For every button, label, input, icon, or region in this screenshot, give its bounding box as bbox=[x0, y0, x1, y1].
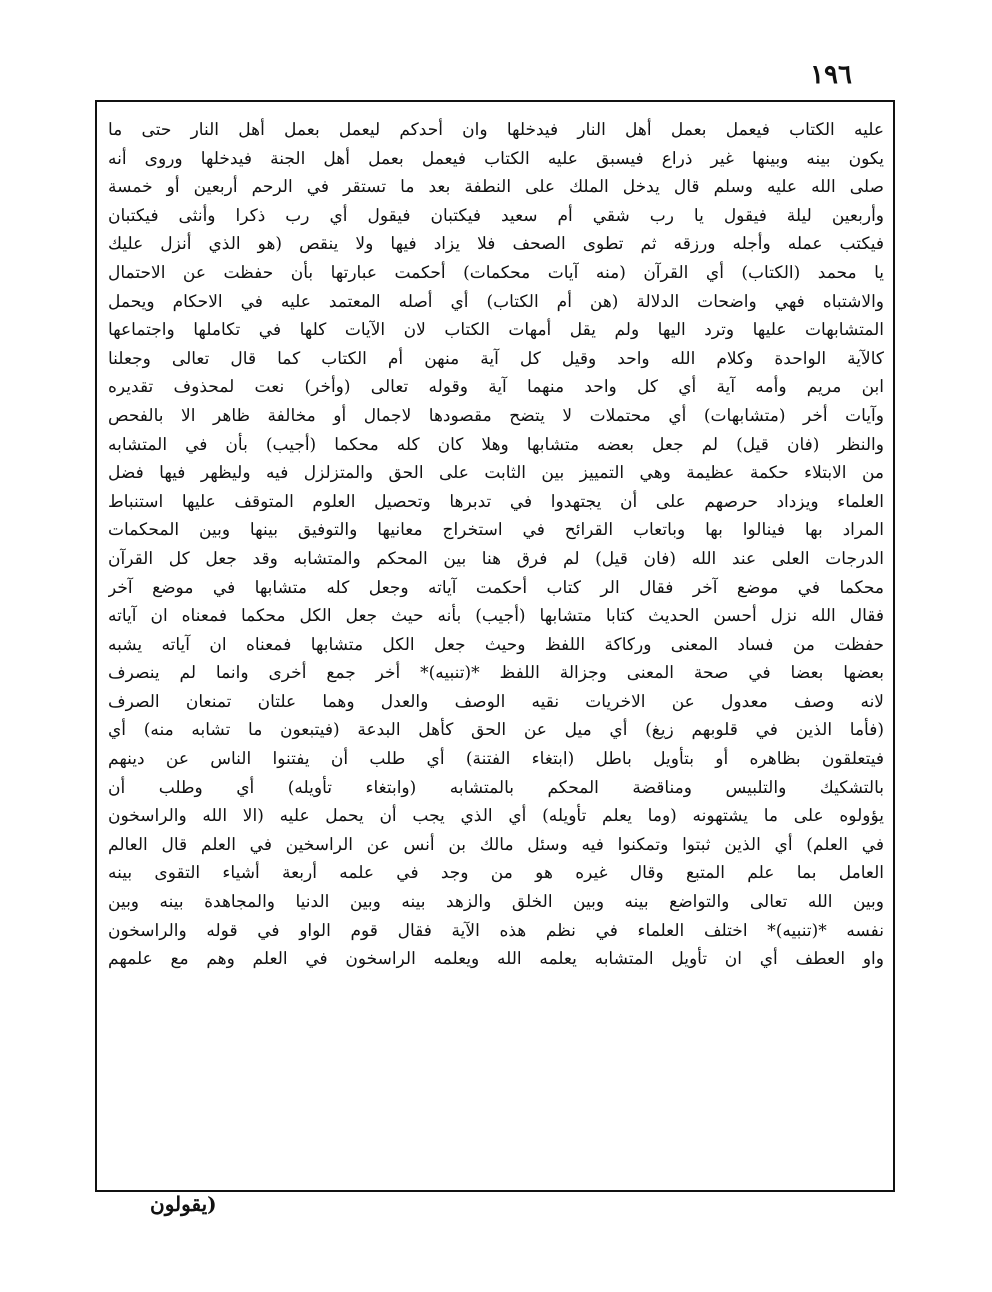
page-text bbox=[108, 116, 884, 974]
text-line: المتشابهات عليها وترد اليها ولم يقل أمهات الكتاب لان الآيات كلها في تكاملها واجتماعها bbox=[108, 320, 884, 341]
text-line: وآيات أخر (متشابهات) أي محتملات لا يتضح مقصودها لاجمال أو مخالفة ظاهر الا بالفحص bbox=[108, 405, 884, 426]
text-line: بالتشكيك والتلبيس ومناقضة المحكم بالمتشابه (وابتغاء تأويله) أي وطلب أن bbox=[108, 777, 884, 798]
text-line: وبين الله تعالى والتواضع بينه وبين الخلق والزهد بينه وبين الدنيا والمجاهدة بينه وبين bbox=[108, 892, 884, 913]
text-line: فيتعلقون بظاهره أو بتأويل باطل (ابتغاء الفتنة) أي طلب أن يفتنوا الناس عن دينهم bbox=[108, 749, 884, 770]
text-line: (فأما الذين في قلوبهم زيغ) أي ميل عن الحق كأهل البدعة (فيتبعون ما تشابه منه) أي bbox=[108, 720, 884, 741]
text-line: حفظت من فساد المعنى وركاكة اللفظ وحيث جعل الكل متشابها فمعناه ان آياته يشبه bbox=[108, 634, 884, 655]
text-line: في العلم) أي الذين ثبتوا وتمكنوا فيه وسئل مالك بن أنس عن الراسخين في العلم قال العالم bbox=[108, 834, 884, 855]
text-line: يا محمد (الكتاب) أي القرآن (منه آيات محكمات) أحكمت عبارتها بأن حفظت عن الاحتمال bbox=[108, 262, 884, 283]
text-line: المراد بها فينالوا بها وباتعاب القرائح في استخراج معانيها والتوفيق بينها وبين المحكمات bbox=[108, 520, 884, 541]
text-line: العلماء ويزداد حرصهم على أن يجتهدوا في تدبرها وتحصيل العلوم المتوقف عليها استنباط bbox=[108, 491, 884, 512]
text-line: واو العطف أي ان تأويل المتشابه يعلمه الله ويعلمه الراسخون في العلم وهم مع علمهم bbox=[108, 949, 884, 970]
text-line: بعضها بعضا في صحة المعنى وجزالة اللفظ *(تنبيه)* أخر جمع أخرى وانما لم ينصرف bbox=[108, 663, 884, 684]
text-line: نفسه *(تنبيه)* اختلف العلماء في نظم هذه الآية فقال قوم الواو في قوله والراسخون bbox=[108, 920, 884, 941]
text-line: عليه الكتاب فيعمل بعمل أهل النار فيدخلها وان أحدكم ليعمل بعمل أهل النار حتى ما bbox=[108, 120, 884, 140]
text-line: لانه وصف معدول عن الاخريات نقيه الوصف والعدل وهما علتان تمنعان الصرف bbox=[108, 691, 884, 712]
text-line: صلى الله عليه وسلم قال يدخل الملك على النطفة بعد ما تستقر في الرحم أربعين أو خمسة bbox=[108, 177, 884, 198]
text-line: محكما في موضع آخر فقال الر كتاب أحكمت آياته وجعل كله متشابها في موضع آخر bbox=[108, 577, 884, 598]
text-line: فيكتب عمله وأجله ورزقه ثم تطوى الصحف فلا يزاد فيها ولا ينقص (هو الذي أنزل عليك bbox=[108, 234, 884, 255]
text-line: والنظر (فان قيل) لم جعل بعضه متشابها وهلا كان كله محكما (أجيب) بأن في المتشابه bbox=[108, 434, 884, 455]
text-line: يكون بينه وبينها غير ذراع فيسبق عليه الكتاب فيعمل بعمل أهل الجنة فيدخلها وروى أنه bbox=[108, 148, 884, 169]
text-line: يؤولوه على ما يشتهونه (وما يعلم تأويله) أي الذي يجب أن يحمل عليه (الا الله والراسخون bbox=[108, 806, 884, 827]
catchword: (يقولون bbox=[150, 1192, 217, 1216]
text-line: كالآية الواحدة وكلام الله واحد وقيل كل آية منهن أم الكتاب كما قال تعالى وجعلنا bbox=[108, 348, 884, 369]
text-line: الدرجات العلى عند الله (فان قيل) لم فرق هنا بين المحكم والمتشابه وقد جعل كل القرآن bbox=[108, 548, 884, 569]
text-line: وأربعين ليلة فيقول يا رب شقي أم سعيد فيكتبان فيقول أي رب ذكرا وأنثى فيكتبان bbox=[108, 205, 884, 226]
text-line: العامل بما علم المتبع وقال غيره هو من وجد في علمه أربعة أشياء التقوى بينه bbox=[108, 863, 884, 884]
text-line: ابن مريم وأمه آية أي كل واحد منهما آية وقوله تعالى (وأخر) نعت لمحذوف تقديره bbox=[108, 377, 884, 398]
text-line: من الابتلاء حكمة عظيمة وهي التمييز بين الثابت على الحق والمتزلزل فيه وليظهر فيها فضل bbox=[108, 463, 884, 484]
text-line: والاشتباه فهي واضحات الدلالة (هن أم الكتاب) أي أصله المعتمد عليه في الاحكام ويحمل bbox=[108, 291, 884, 312]
page-number: ١٩٦ bbox=[810, 60, 852, 90]
text-line: فقال الله نزل أحسن الحديث كتابا متشابها (أجيب) بأنه حيث جعل الكل محكما فمعناه ان آياته bbox=[108, 606, 884, 627]
